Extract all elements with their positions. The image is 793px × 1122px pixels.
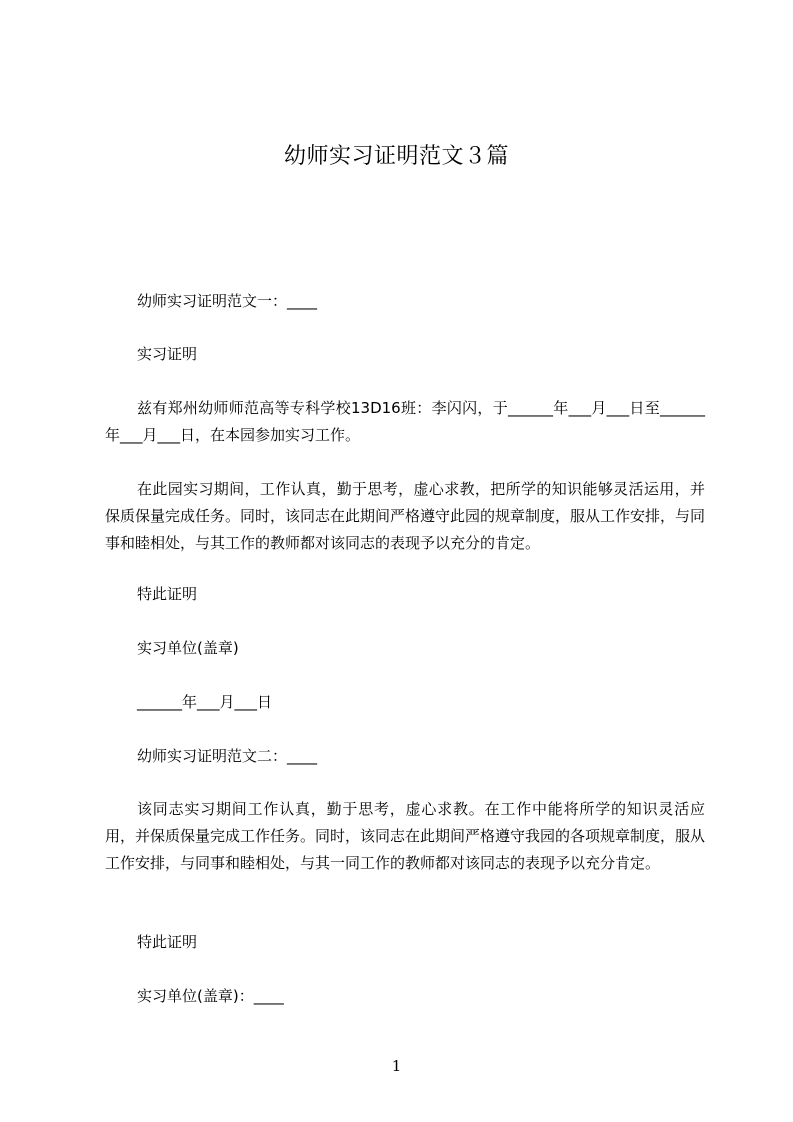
page-number: 1 — [391, 1057, 402, 1075]
section-2-heading: 幼师实习证明范文二：____ — [137, 747, 318, 765]
section-2-paragraph-body: 该同志实习期间工作认真，勤于思考，虚心求教。在工作中能将所学的知识灵活应用，并保质保量完成工作任务。同时，该同志在此期间严格遵守我园的各项规章制度，服从工作安排，与同事和睦相处，与其一同工作的教师都对该同志的表现予以充分肯定。 — [105, 800, 706, 872]
section-1-heading: 幼师实习证明范文一：____ — [137, 292, 318, 310]
section-2-certify-text: 特此证明 — [137, 933, 198, 951]
section-1-paragraph-body: 在此园实习期间，工作认真，勤于思考，虚心求教，把所学的知识能够灵活运用，并保质保量完成任务。同时，该同志在此期间严格遵守此园的规章制度，服从工作安排，与同事和睦相处，与其工作的教师都对该同志的表现予以充分的肯定。 — [105, 480, 706, 552]
document-title: 幼师实习证明范文３篇 — [283, 144, 509, 169]
section-1-certify-text: 特此证明 — [137, 585, 198, 603]
section-1-date-blank: ______年___月___日 — [137, 693, 273, 711]
certificate-title: 实习证明 — [137, 345, 198, 363]
section-1-unit-stamp: 实习单位(盖章) — [137, 639, 239, 657]
section-2-unit-stamp: 实习单位(盖章)：____ — [137, 987, 284, 1005]
section-1-paragraph-intro: 兹有郑州幼师师范高等专科学校13D16班：李闪闪，于______年___月___日至______年___月___日，在本园参加实习工作。 — [105, 399, 705, 444]
